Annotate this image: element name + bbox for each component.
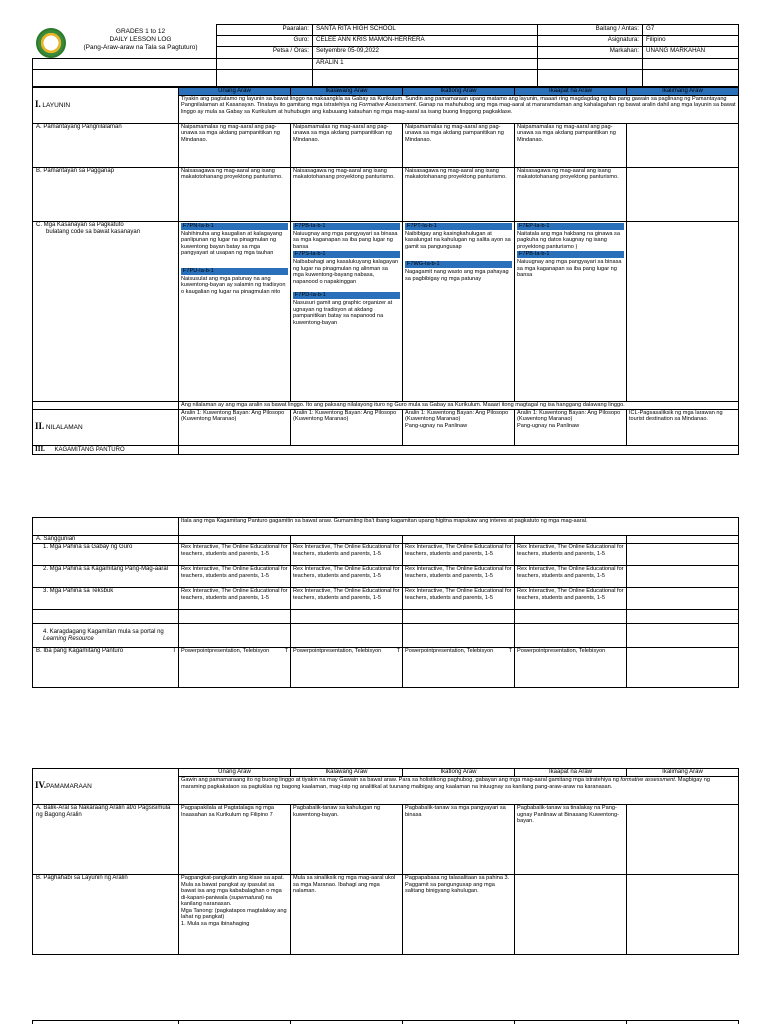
aralin-value: ARALIN 1 [313,59,538,70]
markahan-value: UNANG MARKAHAN [643,47,739,59]
kagamitan-heading: III. KAGAMITANG PANTURO [33,445,179,454]
school-seal-logo [36,28,66,58]
day-2-header: Ikalawang Araw [291,88,403,96]
code-tag: F7PU-Ia-b-1 [181,268,288,275]
baitang-label: Baitang / Antas: [538,25,643,36]
cell-n3: Aralin 1: Kuwentong Bayan: Ang Pilosopo (Kuwentong Maranao) Pang-ugnay na Panlinaw [403,409,515,445]
dll-page-3 [32,768,738,955]
cell-b3: Naisasagawa ng mag-aaral ang isang makatotohanang proyektong panturismo. [403,167,515,221]
cell-pb2: Mula sa sinaliksik ng mga mag-aaral ukol sa mga Maranao. Ibahagi ang mga nalaman. [291,875,403,955]
day-5-header: Ikalimang Araw [627,769,739,777]
kagamitan-note: Itala ang mga Kagamitang Panturo gagamitin sa bawat araw. Gumamitng iba't ibang kagamitan upang higitna mapukaw ang interes at pagkatuto ng mga mag-aaral. [179,518,739,536]
ref-cell: Rex Interactive, The Online Educational for teachers, students and parents, 1-5 [179,544,291,566]
cell-pa4: Pagbabalik-tanaw sa tinalakay na Pang-ugnay Panlinaw at Binasang Kuwentong-bayan. [515,805,627,875]
day-1-header: Unang Araw [179,769,291,777]
cell-c3: F7PT-Ia-b-1 Naibibigay ang kasingkahulugan at kasalungat na kahulugan ng salita ayon sa gamit sa pangungusap F7WG-Ia-b-1 Nagagamit nang wasto ang mga pahayag sa pagbibigay ng mga patunay [403,221,515,401]
kagamitan-table [32,517,739,688]
cell-a3: Naipamamalas ng mag-aaral ang pag-unawa sa mga akdang pampanitikan ng Mindanao. [403,123,515,167]
kasanayan-label: C. Mga Kasanayan sa Pagkatuto bulatang code sa bawat kasanayan [33,221,179,401]
dll-page-2 [32,517,738,688]
cell-a2: Naipamamalas ng mag-aaral ang pag-unawa sa mga akdang pampanitikan ng Mindanao. [291,123,403,167]
ref-cell: Rex Interactive, The Online Educational for teachers, students and parents, 1-5 [403,588,515,610]
karagdagang-kagamitan-label: 4. Karagdagang Kagamitan mula sa portal ng Learning Resource [33,624,179,648]
code-tag: F7WG-Ia-b-1 [405,261,512,268]
cell-pa3: Pagbabalik-tanaw sa mga pangyayari sa binasa [403,805,515,875]
ref-cell: Rex Interactive, The Online Educational for teachers, students and parents, 1-5 [403,544,515,566]
ref-cell: Rex Interactive, The Online Educational for teachers, students and parents, 1-5 [291,588,403,610]
cell-a4: Naipamamalas ng mag-aaral ang pag-unawa sa mga akdang pampanitikan ng Mindanao. [515,123,627,167]
layunin-heading: I. LAYUNIN [33,88,179,124]
dll-header-table [32,24,739,87]
ppt-cell: Powerpointpresentation, Telebisyon T [291,648,403,688]
day-2-header: Ikalawang Araw [291,769,403,777]
cell-c4: F7EP-Ia-b-1 Naitatala ang mga hakbang na ginawa sa pagkuha ng datos kaugnay ng isang proyektong panturismo ) F7PB-Ia-b-1 Naiuugnay ang mga pangyayari sa binasa sa mga kaganapan sa iba pang lugar ng bansa [515,221,627,401]
paaralan-label: Paaralan: [217,25,313,36]
day-3-header: Ikatlong Araw [403,769,515,777]
guro-label: Guro: [217,36,313,47]
cell-pa1: Pagpapakilala at Pagtatalaga ng mga Inaasahan sa Kurikulum ng Filipino 7 [179,805,291,875]
dll-page-1 [32,24,738,455]
cell-n1: Aralin 1: Kuwentong Bayan: Ang Pilosopo (Kuwentong Maranao) [179,409,291,445]
day-4-header: Ikaapat na Araw [515,88,627,96]
pamamaraan-heading: IV.PAMAMARAAN [33,769,179,805]
ref-cell: Rex Interactive, The Online Educational for teachers, students and parents, 1-5 [291,566,403,588]
cell-b1: Naisasagawa ng mag-aaral ang isang makatotohanang proyektong panturismo. [179,167,291,221]
baitang-value: G7 [643,25,739,36]
ref-cell: Rex Interactive, The Online Educational for teachers, students and parents, 1-5 [515,566,627,588]
cell-pb1: Pagpangkat-pangkatin ang klase sa apat. Mula sa bawat pangkat ay ipasulat sa bawat isa ang mga kababalaghan o mga di-kapani-paniwala (supernatural) na kanilang naranasan. Mga Tanong: (pagkatapos magtalakay ang lahat ng pangkat) 1. Mula sa mga ibinahaging [179,875,291,955]
layunin-table [32,87,739,455]
cell-c2: F7PB-Ia-b-1 Naiuugnay ang mga pangyayari sa binasa sa mga kaganapan sa iba pang lugar ng bansa F7PS-Ia-b-1 Naibabahagi ang kasalukuyang kalagayan ng lugar na pinagmulan ng alinman sa mga kuwentong-bayang nabasa, napanood o napakinggan F7PD-Ia-b-1 Nasusuri gamit ang graphic organizer at ugnayan ng tradisyon at akdang pampanitikan batay sa napanood na kuwentong-bayan [291,221,403,401]
code-tag: F7PD-Ia-b-1 [293,292,400,299]
title-block [33,25,217,59]
petsa-value: Setyembre 05-09,2022 [313,47,538,59]
code-tag: F7PB-Ia-b-1 [517,251,624,258]
layunin-note: Tiyakin ang pagtatamo ng layunin sa bawat linggo na nakaangkla sa Gabay sa Kurikulum. Sundin ang pamamaraan upang matamo ang layunin, maaari ring magdagdag ng iba pang gawain sa paglinang ng Pamantayang Pangnilalaman at Kasanayan. Tinataya ito gamitang mga istratehiya ng Formative Assessment. Ganap na mahuhubog ang mga mag-aaral at mararamdaman ang kahalagahan ng bawat aralin dahil ang mga layunin sa bawat linggo ay mula sa Gabay sa Kurikulum at huhubugin ang kabuuang katauhan ng mga mag-aaral sa isang buong linggong pagkaklase. [179,95,739,123]
guro-value: CELEE ANN KRIS MAMON-HERRERA [313,36,538,47]
balik-aral-label: A. Balik-Aral sa Nakaraang Aralin at/o Pagsisimula ng Bagong Aralin [33,805,179,875]
title-grades: GRADES 1 to 12 [115,27,166,35]
cell-n4: Aralin 1: Kuwentong Bayan: Ang Pilosopo (Kuwentong Maranao) Pang-ugnay na Panlinaw [515,409,627,445]
day-5-header: Ikalimang Araw [627,88,739,96]
day-1-header: Unang Araw [179,88,291,96]
paaralan-value: SANTA RITA HIGH SCHOOL [313,25,538,36]
code-tag: F7PT-Ia-b-1 [405,223,512,230]
pamantayang-pangnilalaman-label: A. Pamantayang Pangnilalaman [33,123,179,167]
sanggunian-label: A. Sanggunian [33,536,179,544]
ref-cell: Rex Interactive, The Online Educational for teachers, students and parents, 1-5 [179,588,291,610]
ppt-cell: Powerpointpresentation, Telebisyon T [179,648,291,688]
pamantayan-pagganap-label: B. Pamantayan sa Pagganap [33,167,179,221]
cell-n5: ICL-Pagsasaliksik ng mga larawan ng tourist destination sa Mindanao. [627,409,739,445]
next-page-table [32,1020,739,1024]
paghahabi-label: B. Paghahabi sa Layunin ng Aralin [33,875,179,955]
cell-n2: Aralin 1: Kuwentong Bayan: Ang Pilosopo (Kuwentong Maranao) [291,409,403,445]
cell-a1: Naipamamalas ng mag-aaral ang pag-unawa sa mga akdang pampanitikan ng Mindanao. [179,123,291,167]
ref-cell: Rex Interactive, The Online Educational for teachers, students and parents, 1-5 [403,566,515,588]
ppt-cell: Powerpointpresentation, Telebisyon [515,648,627,688]
cell-pb3: Pagpapabasa ng talasalitaan sa pahina 3. Paggamit sa pangungusap ang mga salitang binigyang kahulugan. [403,875,515,955]
code-tag: F7EP-Ia-b-1 [517,223,624,230]
pamamaraan-note: Gawin ang pamamaraang ito ng buong linggo at tiyakin na may Gawain sa bawat araw. Para sa holistikong paghubog, gabayan ang mga mag-aaral gamitang mga istratehiya ng formative assessment. Magbigay ng maraming pagkakataon sa pagtuklas ng bagong kaalaman, mag-isip ng analitikal at tuunang maibigay ang kaalaman na iniuugnay sa kanilang pang-araw-araw na karanasan. [179,777,739,805]
day-3-header: Ikatlong Araw [403,88,515,96]
ref-cell: Rex Interactive, The Online Educational for teachers, students and parents, 1-5 [179,566,291,588]
asignatura-label: Asignatura: [538,36,643,47]
teksbuk-label: 3. Mga Pahina sa Teksbuk [33,588,179,610]
cell-b4: Naisasagawa ng mag-aaral ang isang makatotohanang proyektong panturismo. [515,167,627,221]
day-4-header: Ikaapat na Araw [515,769,627,777]
cell-pa2: Pagbabalik-tanaw sa kahulugan ng kuwentong-bayan. [291,805,403,875]
petsa-label: Petsa / Oras: [217,47,313,59]
cell-b2: Naisasagawa ng mag-aaral ang isang makatotohanang proyektong panturismo. [291,167,403,221]
code-tag: F7PB-Ia-b-1 [293,223,400,230]
asignatura-value: Filipino [643,36,739,47]
dll-page-4 [32,1020,738,1024]
nilalaman-heading: II. NILALAMAN [33,409,179,445]
pamamaraan-table [32,768,739,955]
ref-cell: Rex Interactive, The Online Educational for teachers, students and parents, 1-5 [515,588,627,610]
ppt-cell: Powerpointpresentation, Telebisyon T [403,648,515,688]
ref-cell: Rex Interactive, The Online Educational for teachers, students and parents, 1-5 [291,544,403,566]
kagamitang-pang-mag-aaral-label: 2. Mga Pahina sa Kagamitang Pang-Mag-aaral [33,566,179,588]
ref-cell: Rex Interactive, The Online Educational for teachers, students and parents, 1-5 [515,544,627,566]
gabay-guro-label: 1. Mga Pahina sa Gabay ng Guro [33,544,179,566]
markahan-label: Markahan: [538,47,643,59]
iba-pang-kagamitan-label: B. Iba pang Kagamitang Panturo T [33,648,179,688]
code-tag: F7PN-Ia-b-1 [181,223,288,230]
nilalaman-note: Ang nilalaman ay ang mga aralin sa bawat linggo. Ito ang paksang nilalayong ituro ng Guro mula sa Gabay sa Kurikulum. Maaari itong magtagal ng isa hanggang dalawang linggo. [179,401,739,409]
title-sub: (Pang-Araw-araw na Tala sa Pagtuturo) [83,43,198,51]
cell-c1: F7PN-Ia-b-1 Nahihinuha ang kaugalian at kalagayang panlipunan ng lugar na pinagmulan ng kuwentong bayan batay sa mga pangyayari at usapan ng mga tauhan F7PU-Ia-b-1 Naisusulat ang mga patunay na ang kuwentong-bayan ay salamin ng tradisyon o kaugalian ng lugar na pinagmulan nito [179,221,291,401]
title-dll: DAILY LESSON LOG [109,35,172,43]
code-tag: F7PS-Ia-b-1 [293,251,400,258]
